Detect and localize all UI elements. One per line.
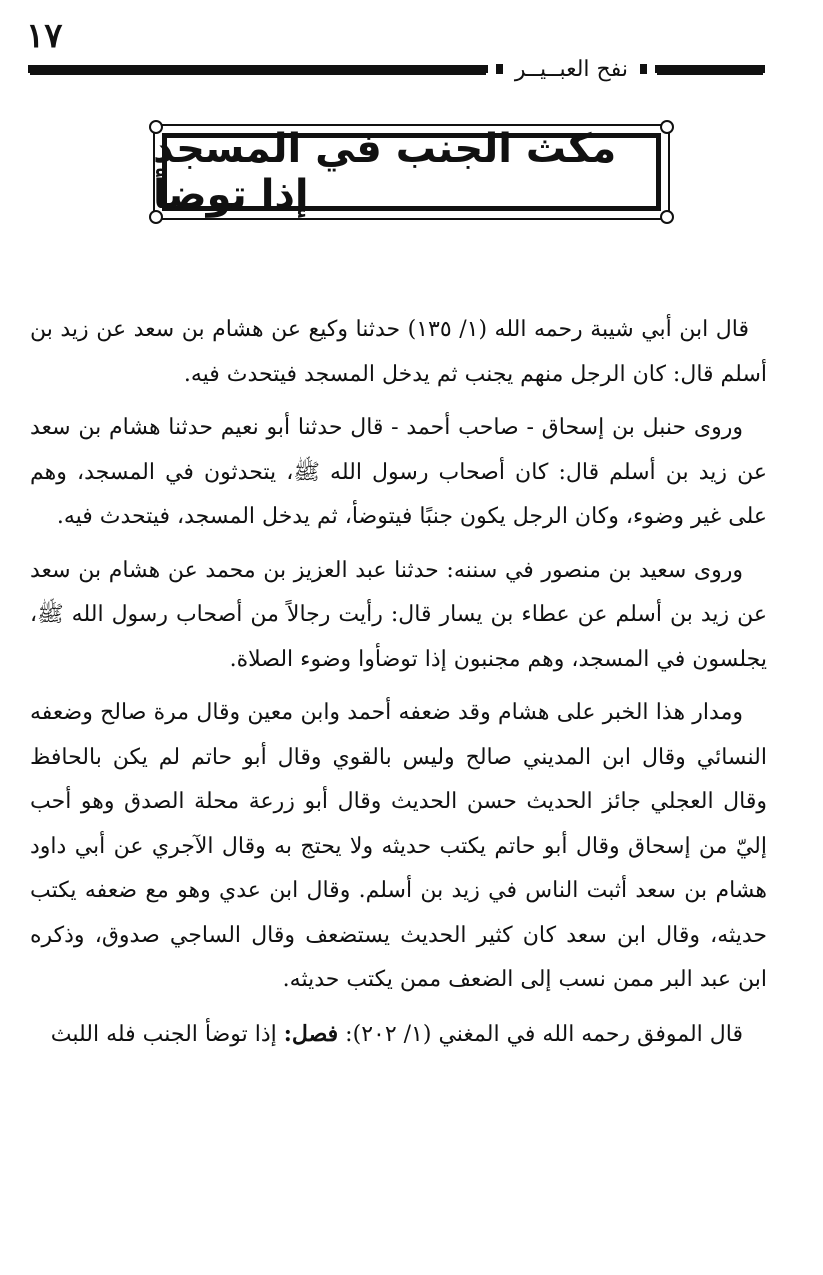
- header-rule-right: [655, 65, 765, 73]
- paragraph-text: قال الموفق رحمه الله في المغني (١/ ٢٠٢):: [338, 1021, 743, 1047]
- paragraph-text: إذا توضأ الجنب فله اللبث: [50, 1021, 284, 1047]
- page-number: ١٧: [26, 16, 63, 56]
- header-ornament: [640, 64, 647, 74]
- chapter-title: مكث الجنب في المسجد إذا توضأ: [153, 126, 617, 218]
- header-ornament: [496, 64, 503, 74]
- running-title: نفح العبــيــر: [514, 56, 628, 82]
- section-label: فصل:: [283, 1020, 339, 1047]
- running-header: [28, 54, 765, 84]
- body-text: [30, 308, 767, 1066]
- paragraph: قال ابن أبي شيبة رحمه الله (١/ ١٣٥) حدثنا وكيع عن هشام بن سعد عن زيد بن أسلم قال: كان الرجل منهم يجنب ثم يدخل المسجد فيتحدث فيه.: [30, 317, 767, 387]
- paragraph: وروى حنبل بن إسحاق - صاحب أحمد - قال حدثنا أبو نعيم حدثنا هشام بن سعد عن زيد بن أسلم قال: كان أصحاب رسول الله ﷺ، يتحدثون في المسجد، وهم على غير وضوء، وكان الرجل يكون جنبًا فيتوضأ، ثم يدخل المسجد، فيتحدث فيه.: [30, 415, 767, 529]
- chapter-title-frame: [153, 124, 670, 220]
- paragraph: وروى سعيد بن منصور في سننه: حدثنا عبد العزيز بن محمد عن هشام بن سعد عن زيد بن أسلم عن عطاء بن يسار قال: رأيت رجالاً من أصحاب رسول الله ﷺ، يجلسون في المسجد، وهم مجنبون إذا توضأوا وضوء الصلاة.: [30, 557, 767, 672]
- header-rule-left: [28, 65, 488, 73]
- paragraph: ومدار هذا الخبر على هشام وقد ضعفه أحمد وابن معين وقال مرة صالح وضعفه النسائي وقال ابن المديني صالح وليس بالقوي وقال أبو حاتم لم يكن بالحافظ وقال العجلي جائز الحديث حسن الحديث وقال أبو زرعة محلة الصدق وهو أحب إليّ من إسحاق وقال أبو حاتم يكتب حديثه ولا يحتج به وقال الآجري عن أبي داود هشام بن سعد أثبت الناس في زيد بن أسلم. وقال ابن عدي وهو مع ضعفه يكتب حديثه، وقال ابن سعد كان كثير الحديث يستضعف وقال الساجي صدوق، وذكره ابن عبد البر ممن نسب إلى الضعف ممن يكتب حديثه.: [30, 700, 768, 992]
- paragraph: [30, 1012, 767, 1058]
